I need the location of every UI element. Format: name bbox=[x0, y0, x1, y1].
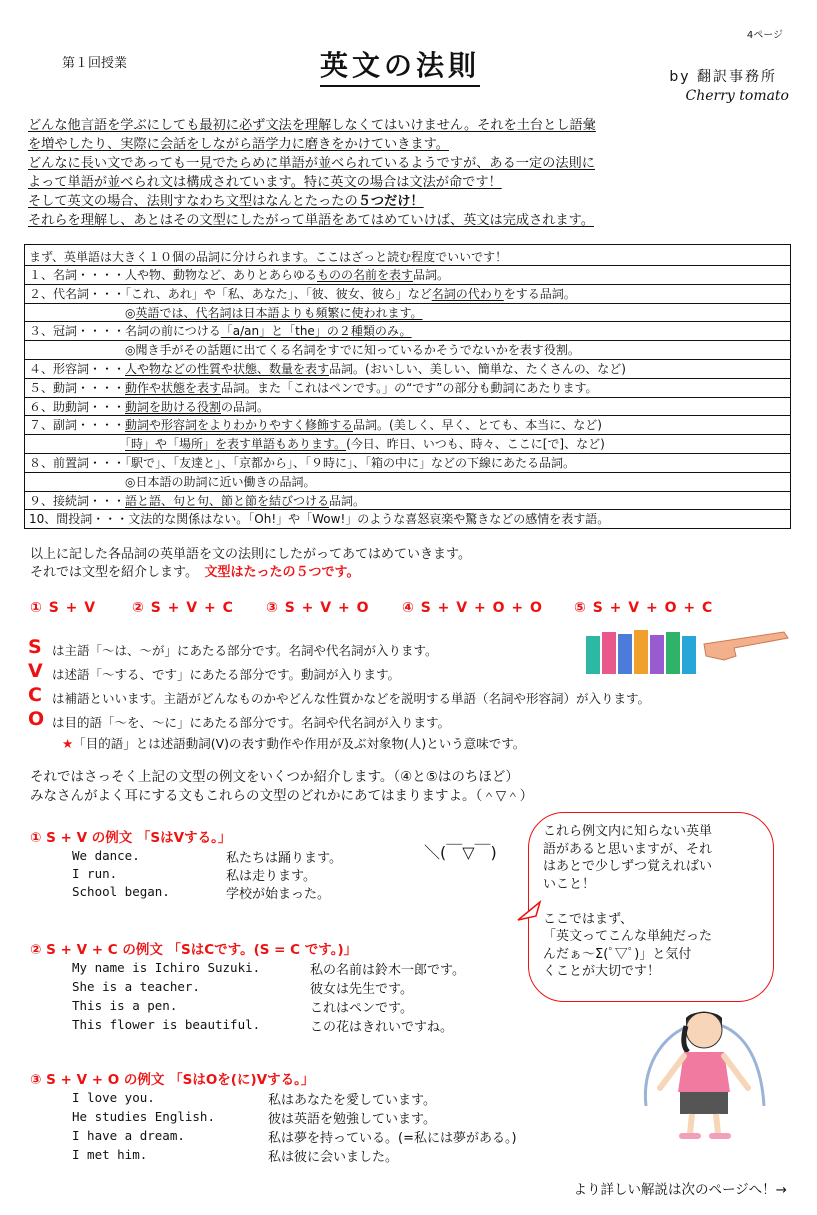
lead-line: それではさっそく上記の文型の例文をいくつか紹介します。（④と⑤はのちほど） bbox=[30, 769, 519, 785]
book-icon bbox=[682, 636, 696, 674]
example-ja: 学校が始まった。 bbox=[226, 887, 331, 902]
book-icon bbox=[666, 632, 680, 674]
letter-O: O bbox=[28, 708, 45, 730]
part-of-speech-row: ２、代名詞・・・「これ、あれ」や「私、あなた」、「彼、彼女、彼ら」など名詞の代わりをする品詞。 bbox=[29, 286, 576, 301]
example-3-heading: ③ S + V + O の例文 「SはOを(に)Vする。」 bbox=[30, 1072, 315, 1088]
example-ja: これはペンです。 bbox=[310, 1001, 413, 1016]
bubble-line: んだぁ～Σ(ﾟ▽ﾟ)」と気付 bbox=[543, 946, 692, 962]
part-of-speech-row: ５、動詞・・・・動作や状態を表す品詞。また「これはペンです。」の“です”の部分も動詞にあたります。 bbox=[29, 380, 598, 395]
example-ja: 私たちは踊ります。 bbox=[226, 851, 342, 866]
example-2-heading: ② S + V + C の例文 「SはCです。(S = C です。)」 bbox=[30, 942, 358, 958]
part-of-speech-row: ９、接続詞・・・語と語、句と句、節と節を結びつける品詞。 bbox=[29, 493, 366, 508]
letter-S-desc: は主語「～は、～が」にあたる部分です。名詞や代名詞が入ります。 bbox=[52, 643, 438, 658]
part-of-speech-row: １、名詞・・・・人や物、動物など、ありとあらゆるものの名前を表す品詞。 bbox=[29, 268, 450, 282]
bubble-line: これら例文内に知らない英単 bbox=[543, 824, 713, 839]
summary bbox=[30, 546, 471, 582]
next-page-link[interactable]: より詳しい解説は次のページへ！→ bbox=[573, 1182, 787, 1198]
letter-C-desc: は補語といいます。主語がどんなものかやどんな性質かなどを説明する単語（名詞や形容詞）が入ります。 bbox=[52, 691, 651, 706]
parts-of-speech-box bbox=[24, 244, 791, 529]
book-icon bbox=[602, 632, 616, 674]
speech-bubble bbox=[528, 812, 774, 1002]
part-of-speech-row: ◎英語では、代名詞は日本語よりも頻繁に使われます。 bbox=[29, 305, 423, 320]
part-of-speech-row: ◎日本語の助詞に近い働きの品詞。 bbox=[29, 474, 316, 489]
five-patterns-note: 文型はたったの５つです。 bbox=[204, 565, 360, 580]
bubble-line: いこと！ bbox=[543, 876, 596, 892]
intro-line: それらを理解し、あとはその文型にしたがって単語をあてはめていけば、英文は完成されます。 bbox=[28, 213, 595, 228]
page-title: 英文の法則 bbox=[320, 44, 480, 87]
example-en: I met him. bbox=[72, 1147, 148, 1162]
part-of-speech-row: ４、形容詞・・・人や物などの性質や状態、数量を表す品詞。(おいしい、美しい、簡単な、たくさんの、など) bbox=[29, 362, 626, 376]
example-ja: 私の名前は鈴木一郎です。 bbox=[310, 963, 465, 978]
book-icon bbox=[650, 635, 664, 674]
example-1-heading: ① S + V の例文 「SはVする。」 bbox=[30, 830, 232, 846]
bubble-line: はあとで少しずつ覚えればい bbox=[543, 859, 713, 874]
example-en: She is a teacher. bbox=[72, 979, 200, 994]
example-ja: この花はきれいですね。 bbox=[310, 1020, 454, 1035]
example-en: School began. bbox=[72, 884, 170, 899]
books-pointing-illustration bbox=[584, 626, 796, 676]
examples-lead bbox=[30, 768, 533, 806]
part-of-speech-row: 「時」や「場所」を表す単語もあります。(今日、昨日、いつも、時々、ここに[で]、など) bbox=[125, 437, 605, 452]
example-en: He studies English. bbox=[72, 1109, 215, 1124]
example-ja: 私はあなたを愛しています。 bbox=[268, 1093, 436, 1108]
part-of-speech-row: ７、副詞・・・・動詞や形容詞をよりわかりやすく修飾する品詞。(美しく、早く、とても、本当に、など) bbox=[29, 418, 602, 433]
intro-line: を増やしたり、実際に会話をしながら語学力に磨きをかけていきます。 bbox=[28, 137, 449, 152]
part-of-speech-row: ３、冠詞・・・・名詞の前につける「a/an」と「the」の２種類のみ。 bbox=[29, 324, 412, 339]
example-en: This flower is beautiful. bbox=[72, 1017, 261, 1032]
five-only: ５つだけ！ bbox=[357, 194, 424, 209]
book-icon bbox=[586, 636, 600, 674]
example-en: I run. bbox=[72, 866, 118, 881]
example-en: My name is Ichiro Suzuki. bbox=[72, 960, 261, 975]
bubble-line bbox=[543, 893, 759, 911]
intro-paragraph bbox=[28, 116, 788, 230]
letter-V-desc: は述語「～する、です」にあたる部分です。動詞が入ります。 bbox=[52, 667, 401, 682]
pattern-3: ③ S + V + O bbox=[266, 600, 370, 616]
book-icon bbox=[618, 634, 632, 674]
lead-line: みなさんがよく耳にする文もこれらの文型のどれかにあてはまりますよ。（＾▽＾） bbox=[30, 788, 534, 804]
example-ja: 私は彼に会いました。 bbox=[268, 1150, 399, 1165]
author-sub: Cherry tomato bbox=[685, 88, 789, 104]
skirt-icon bbox=[680, 1092, 728, 1114]
letter-C: C bbox=[28, 684, 42, 706]
pointing-hand-icon bbox=[704, 632, 788, 660]
intro-line: どんな他言語を学ぶにしても最初に必ず文法を理解しなくてはいけません。それを土台とし語彙 bbox=[28, 118, 596, 133]
intro-line: どんなに長い文であっても一見でたらめに単語が並べられているようですが、ある一定の法則に bbox=[28, 156, 595, 171]
example-ja: 彼は英語を勉強しています。 bbox=[268, 1112, 436, 1127]
lesson-label: 第１回授業 bbox=[62, 56, 128, 71]
jump-rope-girl-illustration bbox=[626, 996, 786, 1146]
bubble-line: ここではまず、 bbox=[543, 911, 633, 927]
example-ja: 私は夢を持っている。(=私には夢がある。) bbox=[268, 1131, 517, 1146]
author: by 翻訳事務所 bbox=[669, 69, 777, 85]
part-of-speech-row: ◎聞き手がその話題に出てくる名詞をすでに知っているかそうでないかを表す役割。 bbox=[29, 343, 580, 358]
summary-line: それでは文型を紹介します。 文型はたったの５つです。 bbox=[30, 565, 360, 580]
pattern-5: ⑤ S + V + O + C bbox=[574, 600, 714, 616]
star-icon: ★ bbox=[62, 736, 74, 751]
part-of-speech-row: ８、前置詞・・・「駅で」、「友達と」、「京都から」、「９時に」、「箱の中に」などの下線にあたる品詞。 bbox=[29, 456, 576, 470]
intro-line: そして英文の場合、法則すなわち文型はなんとたったの５つだけ！ bbox=[28, 194, 424, 209]
note: ★「目的語」とは述語動詞(V)の表す動作や作用が及ぶ対象物(人)という意味です。 bbox=[62, 736, 526, 751]
example-ja: 私は走ります。 bbox=[226, 869, 316, 884]
summary-line: 以上に記した各品詞の英単語を文の法則にしたがってあてはめていきます。 bbox=[30, 547, 471, 562]
bubble-tail bbox=[516, 900, 542, 922]
pattern-1: ① S + V bbox=[30, 600, 97, 616]
example-en: This is a pen. bbox=[72, 998, 178, 1013]
head-icon bbox=[686, 1012, 722, 1048]
intro-line: よって単語が並べられ文は構成されています。特に英文の場合は文法が命です！ bbox=[28, 175, 502, 190]
bubble-line: 語があると思いますが、それ bbox=[543, 841, 713, 857]
example-ja: 彼女は先生です。 bbox=[310, 982, 413, 997]
pattern-2: ② S + V + C bbox=[132, 600, 234, 616]
letter-S: S bbox=[28, 636, 42, 658]
letter-V: V bbox=[28, 660, 43, 682]
letter-O-desc: は目的語「～を、～に」にあたる部分です。名詞や代名詞が入ります。 bbox=[52, 715, 451, 730]
kaomoji: ＼(￣▽￣) bbox=[424, 843, 497, 862]
example-en: I have a dream. bbox=[72, 1128, 185, 1143]
box-intro: まず、英単語は大きく１０個の品詞に分けられます。ここはざっと読む程度でいいです！ bbox=[29, 250, 508, 264]
example-en: I love you. bbox=[72, 1090, 155, 1105]
example-en: We dance. bbox=[72, 848, 140, 863]
part-of-speech-row: 10、間投詞・・・文法的な関係はない。「Oh!」や「Wow!」のような喜怒哀楽や驚きなどの感情を表す語。 bbox=[29, 512, 610, 527]
bubble-line: 「英文ってこんな単純だった bbox=[543, 929, 713, 944]
bubble-line: くことが大切です！ bbox=[543, 964, 661, 979]
page-number: 4ページ bbox=[746, 30, 783, 41]
part-of-speech-row: ６、助動詞・・・動詞を助ける役割の品詞。 bbox=[29, 399, 270, 414]
book-icon bbox=[634, 630, 648, 674]
pattern-4: ④ S + V + O + O bbox=[402, 600, 543, 616]
